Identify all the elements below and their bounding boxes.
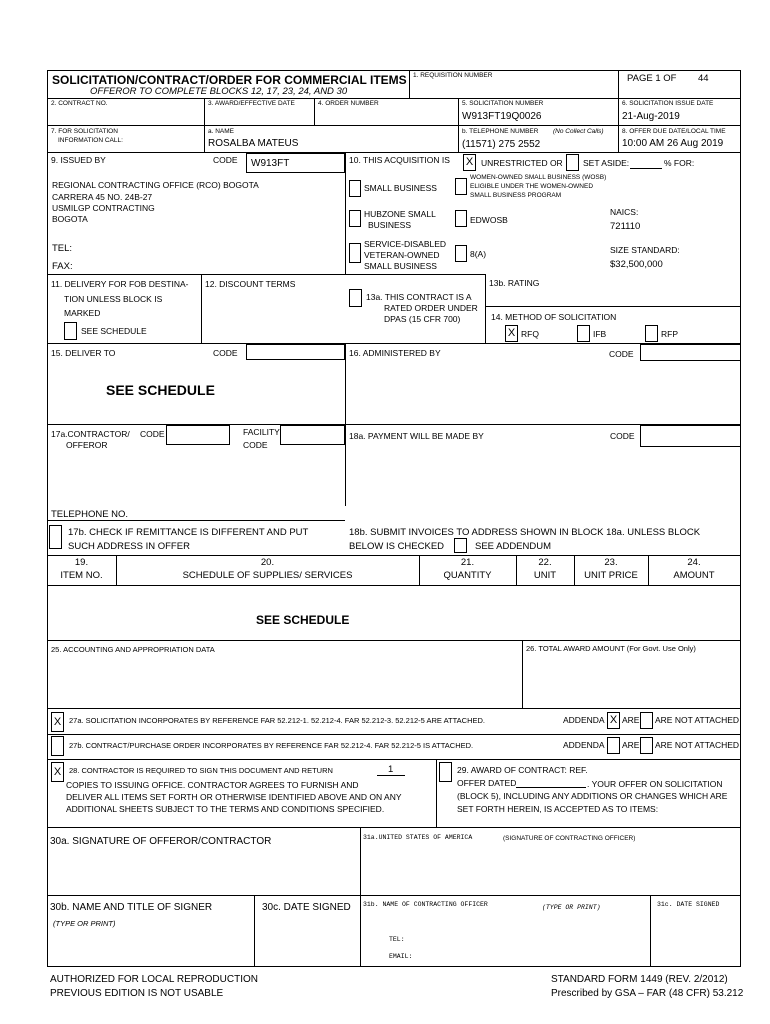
contractor-label: 17a.CONTRACTOR/ xyxy=(51,429,130,439)
footer-prescribed-by: Prescribed by GSA – FAR (48 CFR) 53.212 xyxy=(551,988,744,999)
remittance-label-2: SUCH ADDRESS IN OFFER xyxy=(68,541,190,552)
copies-count[interactable]: 1 xyxy=(388,764,394,775)
payment-code-label: CODE xyxy=(610,431,635,441)
total-award-label: 26. TOTAL AWARD AMOUNT (For Govt. Use Only) xyxy=(526,644,696,653)
rated-order-label-3: DPAS (15 CFR 700) xyxy=(384,314,461,324)
eight-a-checkbox[interactable] xyxy=(455,245,467,262)
issued-by-address-line: REGIONAL CONTRACTING OFFICE (RCO) BOGOTA xyxy=(52,180,259,190)
row28-line-3: DELIVER ALL ITEMS SET FORTH OR OTHERWISE IDENTIFIED ABOVE AND ON ANY xyxy=(66,792,402,802)
naics-code: 721110 xyxy=(610,221,641,232)
contracting-officer-note: (TYPE OR PRINT) xyxy=(542,904,601,911)
rfp-label: RFP xyxy=(661,329,678,339)
deliver-to-code-label: CODE xyxy=(213,348,238,358)
co-tel-label: TEL: xyxy=(389,936,405,943)
facility-code-label-2: CODE xyxy=(243,440,268,450)
see-addendum-checkbox[interactable] xyxy=(454,538,467,553)
signer-name-note: (TYPE OR PRINT) xyxy=(53,919,116,928)
solicitation-number-label: 5. SOLICITATION NUMBER xyxy=(462,100,544,107)
row27b-checkbox[interactable] xyxy=(51,736,64,756)
issued-by-code-label: CODE xyxy=(213,155,238,165)
payment-code-box[interactable] xyxy=(640,425,741,447)
delivery-fob-label-3: MARKED xyxy=(64,308,101,318)
sdvosb-label: SERVICE-DISABLED xyxy=(364,239,447,249)
row27b-are-not-checkbox[interactable] xyxy=(640,737,653,754)
row27b-text: 27b. CONTRACT/PURCHASE ORDER INCORPORATES BY REFERENCE FAR 52.212-4. FAR 52.212-5 IS ATTACHED. xyxy=(69,741,474,750)
solicitation-number-field[interactable]: W913FT19Q0026 xyxy=(462,111,542,122)
payment-by-label: 18a. PAYMENT WILL BE MADE BY xyxy=(349,431,484,441)
row27a-are-not-checkbox[interactable] xyxy=(640,712,653,729)
hubzone-label-2: BUSINESS xyxy=(368,220,411,230)
submit-invoices-label-2: BELOW IS CHECKED xyxy=(349,541,445,552)
issued-by-address-line: CARRERA 45 NO. 24B-27 xyxy=(52,192,153,202)
issued-by-code: W913FT xyxy=(251,158,290,169)
items-see-schedule: SEE SCHEDULE xyxy=(256,613,350,627)
issued-by-label: 9. ISSUED BY xyxy=(51,155,106,165)
issue-date-field[interactable]: 21-Aug-2019 xyxy=(622,111,680,122)
issue-date-label: 6. SOLICITATION ISSUE DATE xyxy=(622,100,714,107)
facility-code-box[interactable] xyxy=(280,425,345,445)
award-line-1: 29. AWARD OF CONTRACT: REF. xyxy=(457,765,588,775)
co-email-label: EMAIL: xyxy=(389,953,413,960)
wosb-label-3: SMALL BUSINESS PROGRAM xyxy=(470,192,562,199)
row27b-are-not-label: ARE NOT ATTACHED xyxy=(655,740,740,750)
row27a-check-mark: X xyxy=(53,716,62,728)
ifb-label: IFB xyxy=(593,329,607,339)
wosb-checkbox[interactable] xyxy=(455,178,467,195)
rating-label: 13b. RATING xyxy=(489,278,540,288)
row28-line-1: 28. CONTRACTOR IS REQUIRED TO SIGN THIS DOCUMENT AND RETURN xyxy=(69,766,333,775)
size-standard-label: SIZE STANDARD: xyxy=(610,245,680,255)
hubzone-label: HUBZONE SMALL xyxy=(364,209,436,219)
set-aside-label: SET ASIDE: xyxy=(583,158,630,168)
row28-line-2: COPIES TO ISSUING OFFICE. CONTRACTOR AGREES TO FURNISH AND xyxy=(66,780,359,790)
remittance-checkbox[interactable] xyxy=(49,525,62,549)
row27b-addenda-label: ADDENDA xyxy=(563,740,605,750)
signature-offeror-label: 30a. SIGNATURE OF OFFEROR/CONTRACTOR xyxy=(50,836,272,847)
edwosb-label: EDWOSB xyxy=(470,215,508,225)
rfq-check-mark: X xyxy=(507,327,516,339)
unrestricted-check-mark: X xyxy=(465,156,474,168)
issued-by-fax-label: FAX: xyxy=(52,261,73,272)
eight-a-label: 8(A) xyxy=(470,249,487,259)
see-schedule-checkbox[interactable] xyxy=(64,322,77,340)
wosb-label: WOMEN-OWNED SMALL BUSINESS (WOSB) xyxy=(470,174,607,181)
submit-invoices-label: 18b. SUBMIT INVOICES TO ADDRESS SHOWN IN BLOCK 18a. UNLESS BLOCK xyxy=(349,527,701,538)
naics-label: NAICS: xyxy=(610,207,639,217)
wosb-label-2: ELIGIBLE UNDER THE WOMEN-OWNED xyxy=(470,183,594,190)
rated-order-label: 13a. THIS CONTRACT IS A xyxy=(366,292,472,302)
col-unit-price-number: 23. xyxy=(604,557,618,568)
form-title: SOLICITATION/CONTRACT/ORDER FOR COMMERCIAL ITEMS xyxy=(52,73,407,87)
issued-by-tel-label: TEL: xyxy=(52,243,73,254)
page-label: PAGE 1 OF xyxy=(627,73,677,84)
contracting-officer-label: 31b. NAME OF CONTRACTING OFFICER xyxy=(363,901,488,908)
col-unit-number: 22. xyxy=(538,557,552,568)
contractor-code-box[interactable] xyxy=(166,425,230,445)
see-addendum-label: SEE ADDENDUM xyxy=(475,541,552,552)
copies-underline xyxy=(377,775,405,776)
telephone-no-label: TELEPHONE NO. xyxy=(51,509,129,520)
award-date-label: 3. AWARD/EFFECTIVE DATE xyxy=(208,100,295,107)
footer-reproduction: AUTHORIZED FOR LOCAL REPRODUCTION xyxy=(50,974,258,985)
row27a-text: 27a. SOLICITATION INCORPORATES BY REFERENCE FAR 52.212-1. 52.212-4. FAR 52.212-3. 52.212-5 ARE ATTACHED. xyxy=(69,716,485,725)
phone-field[interactable]: (11571) 275 2552 xyxy=(462,139,541,150)
row27b-are-label: ARE xyxy=(622,740,640,750)
small-business-label: SMALL BUSINESS xyxy=(364,183,437,193)
page-total: 44 xyxy=(698,73,709,84)
award-line-2b: . YOUR OFFER ON SOLICITATION xyxy=(587,779,723,789)
signer-name-label: 30b. NAME AND TITLE OF SIGNER xyxy=(50,902,213,913)
col-unit-label: UNIT xyxy=(533,570,557,581)
phone-label: b. TELEPHONE NUMBER xyxy=(462,128,539,135)
facility-code-label: FACILITY xyxy=(243,427,280,437)
col-schedule-number: 20. xyxy=(260,557,275,568)
deliver-to-label: 15. DELIVER TO xyxy=(51,348,116,358)
offer-due-label: 8. OFFER DUE DATE/LOCAL TIME xyxy=(622,128,726,135)
sdvosb-label-2: VETERAN-OWNED xyxy=(364,250,440,260)
administered-code-label: CODE xyxy=(609,349,634,359)
row27a-addenda-label: ADDENDA xyxy=(563,715,605,725)
col-item-no-label: ITEM NO. xyxy=(60,570,103,581)
date-signed-label: 30c. DATE SIGNED xyxy=(262,902,351,913)
rated-order-checkbox[interactable] xyxy=(349,289,362,307)
sdvosb-checkbox[interactable] xyxy=(349,243,361,263)
phone-note: (No Collect Calls) xyxy=(553,128,604,135)
contractor-code-label: CODE xyxy=(140,429,165,439)
requisition-number-label: 1. REQUISITION NUMBER xyxy=(413,72,493,79)
footer-previous-edition: PREVIOUS EDITION IS NOT USABLE xyxy=(50,988,224,999)
award-line-3: (BLOCK 5), INCLUDING ANY ADDITIONS OR CHANGES WHICH ARE xyxy=(457,791,728,801)
edwosb-checkbox[interactable] xyxy=(455,210,467,227)
set-aside-percent-line[interactable] xyxy=(630,168,662,169)
footer-standard-form: STANDARD FORM 1449 (REV. 2/2012) xyxy=(551,974,728,985)
deliver-to-see-schedule: SEE SCHEDULE xyxy=(106,382,215,398)
acquisition-label: 10. THIS ACQUISITION IS xyxy=(349,155,450,165)
accounting-label: 25. ACCOUNTING AND APPROPRIATION DATA xyxy=(51,645,215,654)
sdvosb-label-3: SMALL BUSINESS xyxy=(364,261,437,271)
award-line-4: SET FORTH HEREIN, IS ACCEPTED AS TO ITEMS: xyxy=(457,804,659,814)
offer-due-field[interactable]: 10:00 AM 26 Aug 2019 xyxy=(622,138,724,149)
contractor-label-2: OFFEROR xyxy=(66,440,108,450)
hubzone-checkbox[interactable] xyxy=(349,210,361,227)
percent-for-label: % FOR: xyxy=(664,158,695,168)
col-amount-number: 24. xyxy=(687,557,701,568)
issued-by-address-line: USMILGP CONTRACTING xyxy=(52,203,155,213)
row28-line-4: ADDITIONAL SHEETS SUBJECT TO THE TERMS AND CONDITIONS SPECIFIED. xyxy=(66,804,385,814)
award-line-2a: OFFER DATED xyxy=(457,778,517,788)
col-schedule-label: SCHEDULE OF SUPPLIES/ SERVICES xyxy=(182,570,353,581)
col-amount-label: AMOUNT xyxy=(673,570,715,581)
delivery-fob-label: 11. DELIVERY FOR FOB DESTINA- xyxy=(51,279,189,289)
ifb-checkbox[interactable] xyxy=(577,325,590,342)
signature-co-note: (SIGNATURE OF CONTRACTING OFFICER) xyxy=(503,835,636,842)
deliver-to-code-box[interactable] xyxy=(246,344,345,360)
offer-dated-line[interactable] xyxy=(516,787,586,788)
administered-code-box[interactable] xyxy=(640,344,741,361)
contact-name-field[interactable]: ROSALBA MATEUS xyxy=(208,138,299,149)
row28-check-mark: X xyxy=(53,766,62,778)
delivery-fob-label-2: TION UNLESS BLOCK IS xyxy=(64,294,163,304)
row27a-are-label: ARE xyxy=(622,715,640,725)
see-schedule-label: SEE SCHEDULE xyxy=(81,326,147,336)
method-label: 14. METHOD OF SOLICITATION xyxy=(491,312,617,322)
small-business-checkbox[interactable] xyxy=(349,180,361,197)
rated-order-label-2: RATED ORDER UNDER xyxy=(384,303,478,313)
name-label: a. NAME xyxy=(208,128,235,135)
discount-terms-label: 12. DISCOUNT TERMS xyxy=(205,279,296,289)
col-unit-price-label: UNIT PRICE xyxy=(584,570,638,581)
row27a-are-check-mark: X xyxy=(609,714,618,726)
co-date-signed-label: 31c. DATE SIGNED xyxy=(657,901,720,908)
rfq-label: RFQ xyxy=(521,329,539,339)
issued-by-address-line: BOGOTA xyxy=(52,214,88,224)
for-info-label: 7. FOR SOLICITATION xyxy=(51,128,118,135)
order-number-label: 4. ORDER NUMBER xyxy=(318,100,379,107)
award-checkbox[interactable] xyxy=(439,762,452,782)
contract-no-label: 2. CONTRACT NO. xyxy=(51,100,108,107)
unrestricted-label: UNRESTRICTED OR xyxy=(481,158,563,168)
remittance-label: 17b. CHECK IF REMITTANCE IS DIFFERENT AND PUT xyxy=(68,527,309,538)
signature-usa-label: 31a.UNITED STATES OF AMERICA xyxy=(363,834,473,841)
col-quantity-label: QUANTITY xyxy=(443,570,492,581)
rfp-checkbox[interactable] xyxy=(645,325,658,342)
form-subtitle: OFFEROR TO COMPLETE BLOCKS 12, 17, 23, 24, AND 30 xyxy=(90,86,348,97)
for-info-label-2: INFORMATION CALL: xyxy=(58,137,123,144)
set-aside-checkbox[interactable] xyxy=(566,154,579,171)
col-item-no-number: 19. xyxy=(74,557,89,568)
col-quantity-number: 21. xyxy=(460,557,475,568)
row27a-are-not-label: ARE NOT ATTACHED xyxy=(655,715,740,725)
size-standard-value: $32,500,000 xyxy=(610,259,663,270)
administered-by-label: 16. ADMINISTERED BY xyxy=(349,348,441,358)
row27b-are-checkbox[interactable] xyxy=(607,737,620,754)
